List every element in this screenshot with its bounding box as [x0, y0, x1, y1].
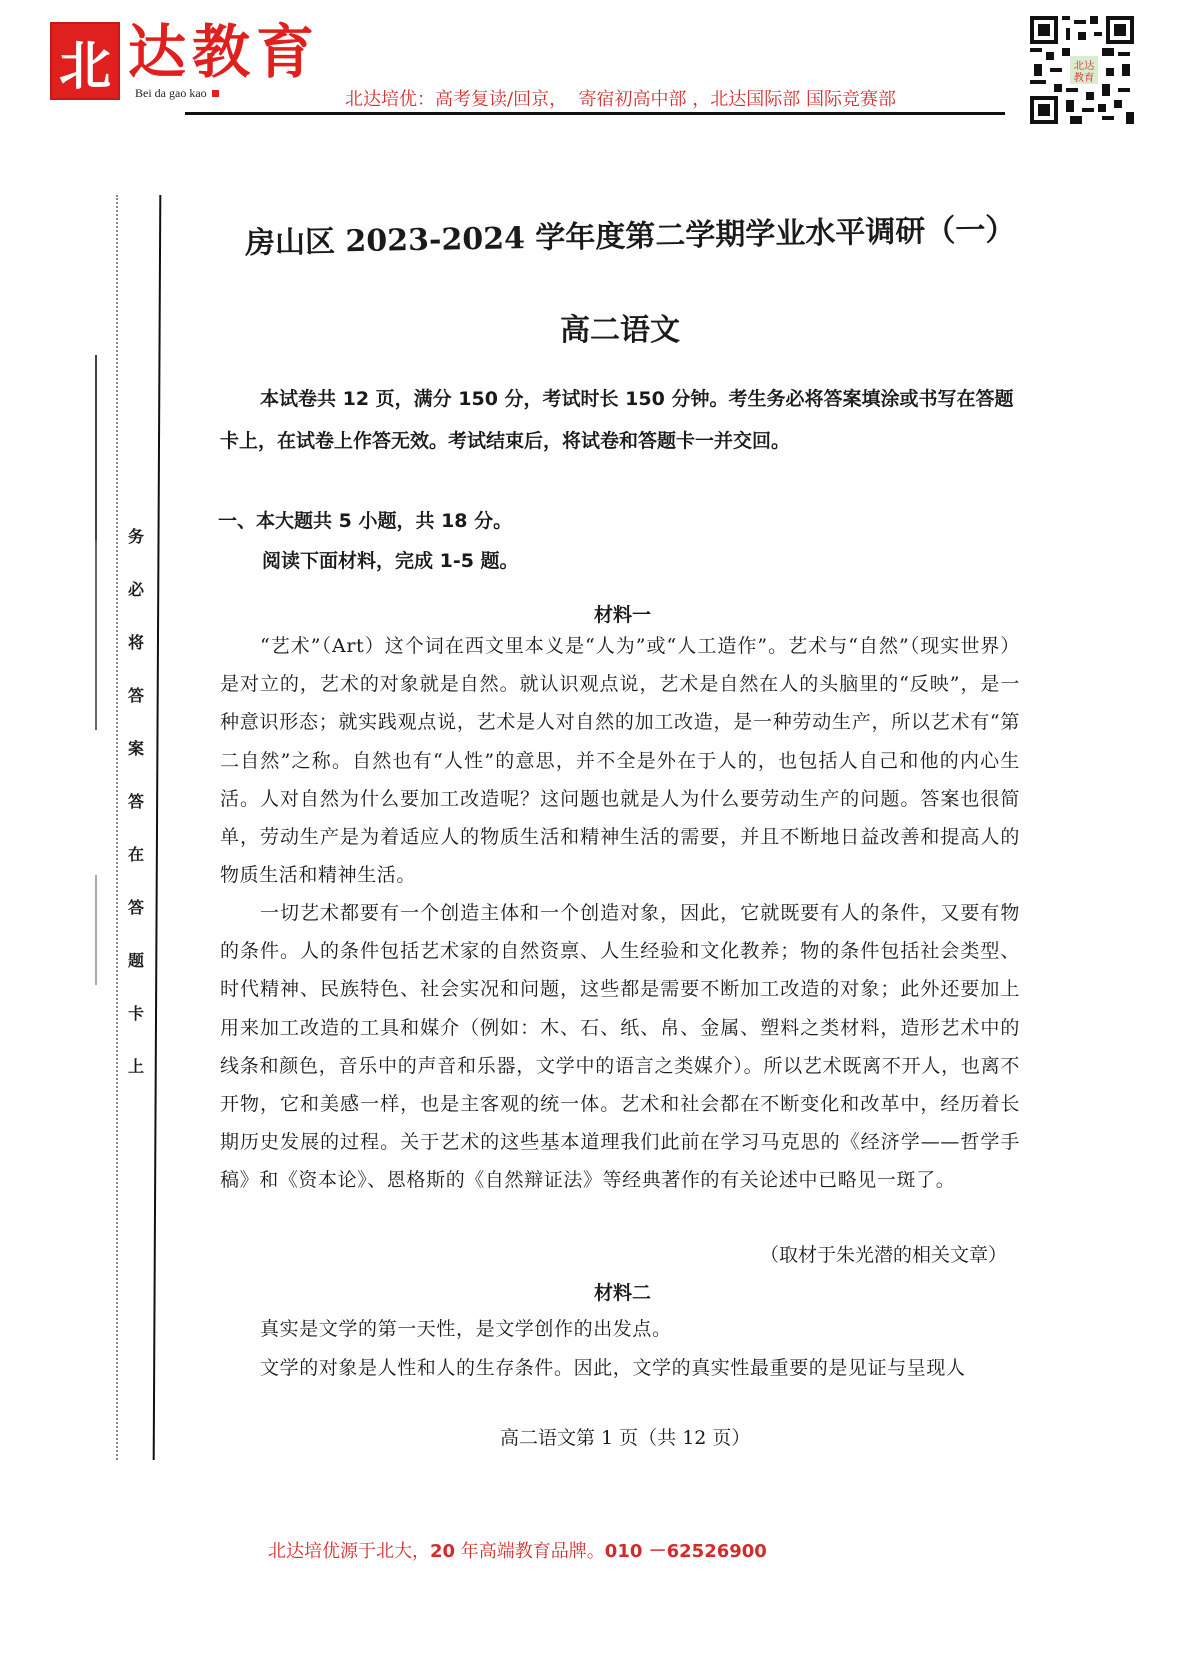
exam-title: 房山区 2023-2024 学年度第二学期学业水平调研（一）: [244, 212, 1016, 261]
material-one-paragraph: 一切艺术都要有一个创造主体和一个创造对象，因此，它就既要有人的条件，又要有物的条件。人的条件包括艺术家的自然资禀、人生经验和文化教养；物的条件包括社会类型、时代精神、民族特色、社会实况和问题，这些都是需要不断加工改造的对象；此外还要加上用来加工改造的工具和媒介（例如：木、石、纸、帛、金属、塑料之类材料，造形艺术中的线条和颜色，音乐中的声音和乐器，文学中的语言之类媒介）。所以艺术既离不开人，也离不开物，它和美感一样，也是主客观的统一体。艺术和社会都在不断变化和改革中，经历着长期历史发展的过程。关于艺术的这些基本道理我们此前在学习马克思的《经济学——哲学手稿》和《资本论》、恩格斯的《自然辩证法》等经典著作的有关论述中已略见一斑了。: [220, 902, 1020, 1192]
promo-footer: [268, 1537, 767, 1563]
qr-label-2: 教育: [1073, 71, 1095, 84]
margin-fragment-line: [95, 355, 97, 560]
notice-char: 上: [127, 1057, 144, 1076]
notice-char: 卡: [127, 1004, 144, 1023]
promo-text: 北达培优源于北大，: [268, 1541, 430, 1562]
logo-mark: [50, 22, 120, 100]
exam-subject: 高二语文: [560, 313, 680, 348]
promo-years: 20: [430, 1541, 456, 1562]
binding-dotted-line: [116, 195, 118, 1460]
promo-text-2: 年高端教育品牌。: [455, 1541, 605, 1562]
notice-char: 答: [127, 686, 144, 705]
notice-char: 答: [127, 792, 144, 811]
logo-pinyin-text: Bei da gao kao: [135, 86, 207, 100]
margin-fragment-line: [95, 540, 97, 730]
qr-label: 北达: [1073, 59, 1095, 72]
notice-char: 将: [127, 633, 144, 652]
exam-intro: 本试卷共 12 页，满分 150 分，考试时长 150 分钟。考生务必将答案填涂或书写在答题卡上，在试卷上作答无效。考试结束后，将试卷和答题卡一并交回。: [220, 388, 1014, 452]
material-one-paragraph: “艺术”（Art）这个词在西文里本义是“人为”或“人工造作”。艺术与“自然”（现实世界）是对立的，艺术的对象就是自然。就认识观点说，艺术是自然在人的头脑里的“反映”，是一种意识形态；就实践观点说，艺术是人对自然的加工改造，是一种劳动生产，所以艺术有“第二自然”之称。自然也有“人性”的意思，并不全是外在于人的，也包括人自己和他的内心生活。人对自然为什么要加工改造呢？这问题也就是人为什么要劳动生产的问题。答案也很简单，劳动生产是为着适应人的物质生活和精神生活的需要，并且不断地日益改善和提高人的物质生活和精神生活。: [220, 635, 1020, 887]
logo-square-icon: [212, 90, 219, 97]
material-two-paragraph: 真实是文学的第一天性，是文学创作的出发点。: [260, 1318, 672, 1340]
notice-char: 务: [127, 527, 144, 546]
notice-char: 答: [127, 898, 144, 917]
logo-char: 北: [58, 35, 111, 97]
page-number: 高二语文第 1 页（共 12 页）: [500, 1427, 751, 1449]
notice-char: 在: [127, 845, 144, 864]
material-one-source: （取材于朱光潜的相关文章）: [760, 1244, 1008, 1266]
binding-solid-line: [153, 195, 162, 1460]
logo-name: 达教育: [128, 18, 321, 86]
notice-char: 案: [127, 739, 144, 758]
notice-char: 题: [127, 951, 144, 970]
material-two-heading: 材料二: [594, 1282, 652, 1304]
promo-phone: 010 －62526900: [604, 1541, 767, 1562]
header-divider: [185, 112, 1005, 115]
material-one-heading: 材料一: [594, 604, 652, 626]
material-two-paragraph: 文学的对象是人性和人的生存条件。因此，文学的真实性最重要的是见证与呈现人: [260, 1357, 966, 1379]
vertical-notice: [126, 510, 146, 1093]
section-heading: 一、本大题共 5 小题，共 18 分。: [218, 510, 513, 532]
qr-code-icon: [1030, 16, 1134, 124]
header-slogan: 北达培优：高考复读/回京， 寄宿初高中部 ，北达国际部 国际竞赛部: [345, 89, 896, 110]
notice-char: 必: [127, 580, 144, 599]
margin-fragment-line: [95, 875, 97, 985]
section-instruction: 阅读下面材料，完成 1-5 题。: [262, 550, 519, 572]
logo-pinyin: [135, 86, 219, 101]
